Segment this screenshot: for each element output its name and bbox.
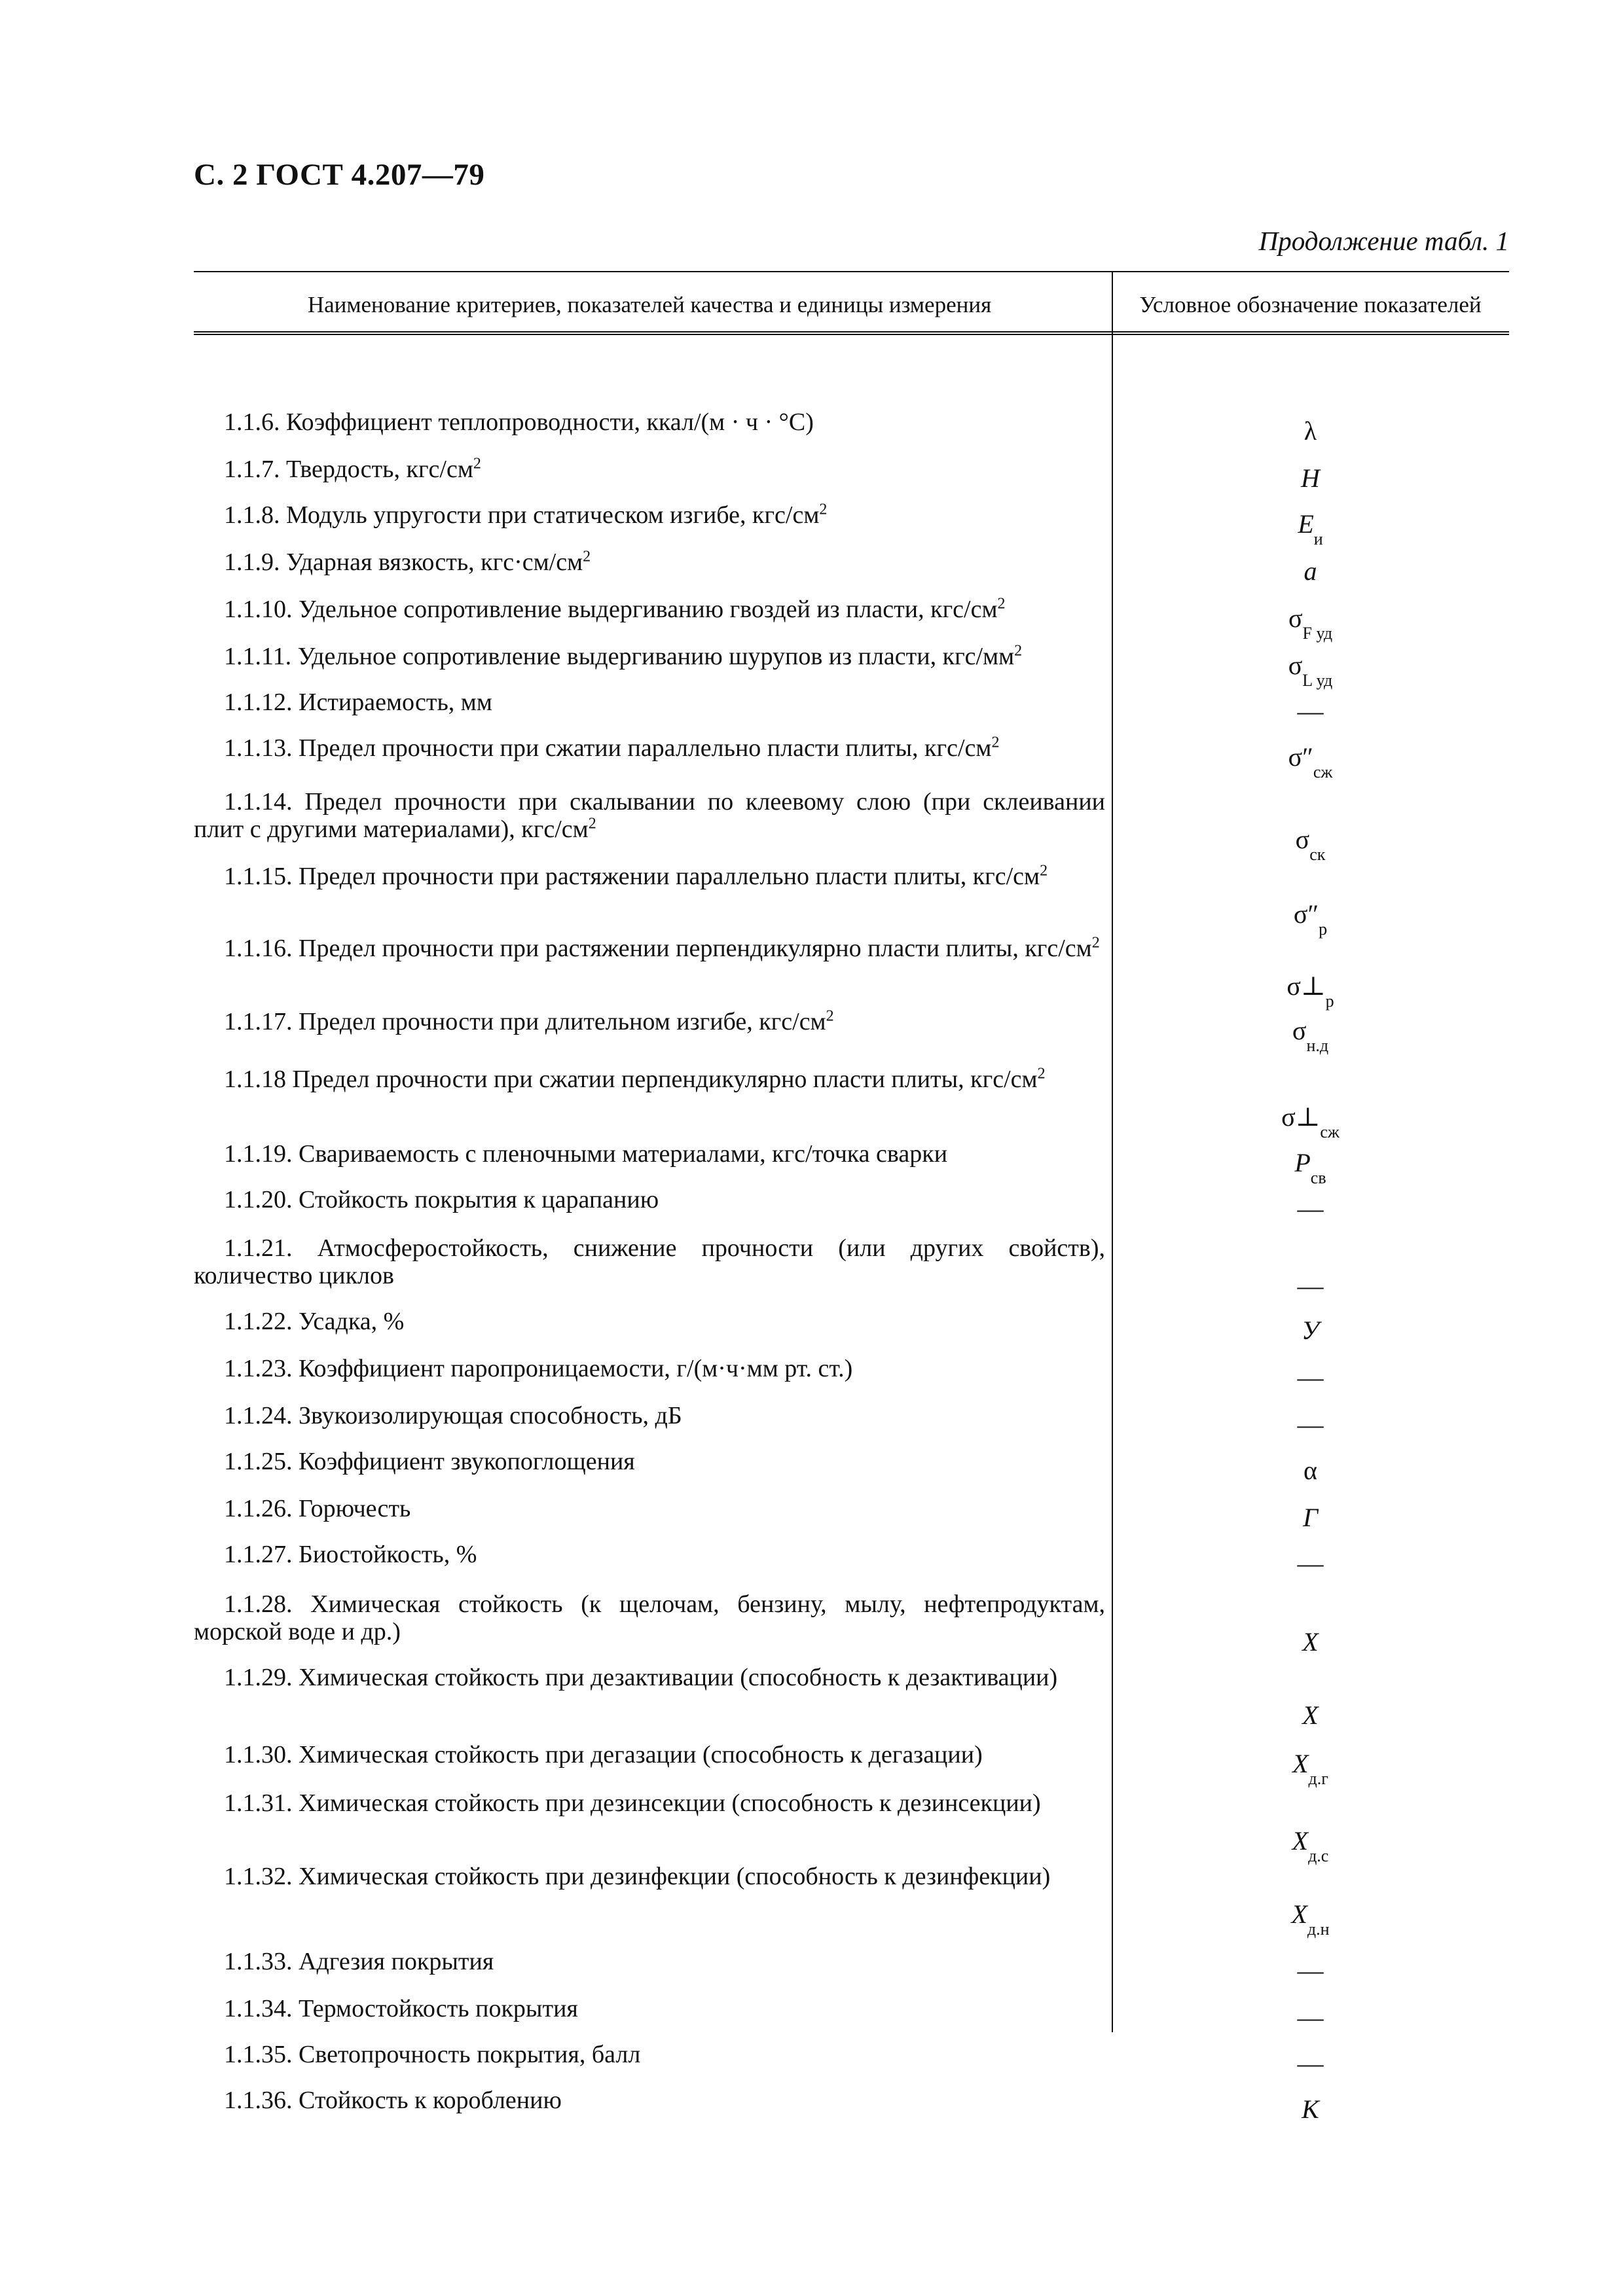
unit-exponent: 2 [1040, 862, 1048, 880]
indicator-symbol: X д.н [1291, 1899, 1330, 1939]
indicator-name-text: 1.1.34. Термостойкость покрытия [224, 1995, 578, 2022]
indicator-name [194, 734, 1112, 772]
indicator-symbol: E и [1298, 509, 1323, 548]
symbol-base: σ [1288, 603, 1303, 633]
indicator-symbol: σ н.д [1292, 1016, 1329, 1055]
indicator-name-text: 1.1.28. Химическая стойкость (к щелочам, бензину, мылу, нефтепродуктам, морской воде и др.) [194, 1590, 1105, 1645]
table-row [194, 2041, 1509, 2079]
table-row [194, 1186, 1509, 1224]
indicator-name [194, 1590, 1112, 1657]
column-header-name: Наименование критериев, показателей качества и единицы измерения [307, 292, 992, 317]
symbol-base: — [1297, 2003, 1324, 2032]
indicator-name [194, 1789, 1112, 1856]
table-row [194, 1448, 1509, 1486]
indicator-name [194, 1234, 1112, 1301]
table-continuation-label: Продолжение табл. 1 [1258, 226, 1509, 256]
indicator-name-text: 1.1.22. Усадка, % [224, 1308, 405, 1335]
indicator-name [194, 643, 1112, 681]
indicator-symbol: σ L уд [1288, 651, 1333, 690]
indicator-name-text: 1.1.36. Стойкость к короблению [224, 2087, 562, 2114]
table-row [194, 1995, 1509, 2033]
symbol-base: α [1304, 1456, 1317, 1485]
indicator-name-text: 1.1.20. Стойкость покрытия к царапанию [224, 1186, 659, 1213]
indicator-name [194, 501, 1112, 539]
table-row [194, 501, 1509, 548]
table-row [194, 1664, 1509, 1731]
indicator-name [194, 1863, 1112, 1929]
indicator-name [194, 1308, 1112, 1346]
indicator-name-text: 1.1.17. Предел прочности при длительном изгибе, кгс/см [224, 1008, 826, 1035]
indicator-symbol [1112, 1541, 1509, 1579]
indicator-symbol [1112, 1590, 1509, 1657]
indicator-name-text: 1.1.11. Удельное сопротивление выдергиванию шурупов из пласти, кгс/мм [224, 643, 1015, 670]
indicator-name [194, 1541, 1112, 1579]
indicator-name-text: 1.1.26. Горючесть [224, 1495, 411, 1522]
symbol-base: — [1297, 1271, 1324, 1300]
table-row [194, 1495, 1509, 1533]
symbol-base: У [1302, 1316, 1319, 1345]
indicator-name-text: 1.1.12. Истираемость, мм [224, 689, 492, 716]
symbol-base: K [1302, 2094, 1319, 2124]
indicator-name-text: 1.1.25. Коэффициент звукопоглощения [224, 1448, 635, 1475]
indicator-name-text: 1.1.15. Предел прочности при растяжении параллельно пласти плиты, кгс/см [224, 863, 1040, 890]
indicator-name-text: 1.1.32. Химическая стойкость при дезинфекции (способность к дезинфекции) [224, 1863, 1051, 1890]
unit-exponent: 2 [1037, 1065, 1046, 1083]
symbol-base: Г [1303, 1503, 1318, 1532]
symbol-base: a [1304, 556, 1317, 586]
table-row [194, 934, 1509, 1011]
unit-exponent: 2 [819, 501, 828, 518]
indicator-name [194, 2041, 1112, 2079]
symbol-base: P [1294, 1148, 1311, 1177]
indicator-name [194, 1186, 1112, 1224]
indicator-name-text: 1.1.19. Свариваемость с пленочными материалами, кгс/точка сварки [224, 1140, 948, 1168]
indicator-name [194, 1448, 1112, 1486]
table-row [194, 595, 1509, 643]
indicator-name [194, 1066, 1112, 1132]
indicator-symbol [1112, 548, 1509, 586]
table-row [194, 1863, 1509, 1939]
unit-exponent: 2 [991, 734, 1000, 751]
symbol-base: H [1301, 463, 1320, 493]
indicator-symbol [1112, 689, 1509, 726]
indicator-name-text: 1.1.8. Модуль упругости при статическом изгибе, кгс/см [224, 501, 820, 529]
indicator-name [194, 1355, 1112, 1393]
table-row [194, 862, 1509, 939]
indicator-name [194, 1495, 1112, 1533]
table-header [194, 271, 1509, 335]
symbol-base: X [1291, 1899, 1307, 1929]
symbol-base: — [1297, 1956, 1324, 1985]
indicator-symbol [1112, 1186, 1509, 1224]
indicator-symbol [1112, 1308, 1509, 1346]
indicator-symbol: σ ск [1295, 825, 1326, 864]
unit-exponent: 2 [1014, 642, 1023, 660]
table-row [194, 1590, 1509, 1657]
unit-exponent: 2 [826, 1007, 834, 1025]
indicator-name-text: 1.1.7. Твердость, кгс/см [224, 456, 473, 483]
page-header: С. 2 ГОСТ 4.207—79 [194, 158, 485, 192]
table-row [194, 1789, 1509, 1865]
indicator-name-text: 1.1.13. Предел прочности при сжатии параллельно пласти плиты, кгс/см [224, 734, 992, 762]
indicator-name-text: 1.1.30. Химическая стойкость при дегазации (способность к дегазации) [224, 1741, 983, 1768]
symbol-base: X [1292, 1826, 1309, 1856]
indicator-symbol [1112, 456, 1509, 493]
indicator-symbol [1112, 2087, 1509, 2125]
indicator-symbol [1112, 2041, 1509, 2079]
indicator-name [194, 1741, 1112, 1779]
symbol-base: λ [1304, 416, 1317, 446]
indicator-name [194, 408, 1112, 446]
unit-exponent: 2 [473, 455, 481, 473]
indicator-name [194, 548, 1112, 586]
table-row [194, 1065, 1509, 1141]
table-row [194, 689, 1509, 726]
indicator-name [194, 863, 1112, 929]
indicator-symbol [1112, 1234, 1509, 1301]
table-row [194, 456, 1509, 493]
indicator-name [194, 935, 1112, 1001]
symbol-base: σ″ [1288, 742, 1313, 772]
symbol-base: σ⊥ [1281, 1102, 1321, 1132]
symbol-base: σ [1295, 825, 1310, 854]
table-row [194, 1541, 1509, 1579]
table-row [194, 1741, 1509, 1788]
indicator-name-text: 1.1.9. Ударная вязкость, кгс·см/см [224, 548, 583, 576]
table-row [194, 1140, 1509, 1187]
table-row [194, 408, 1509, 446]
indicator-name [194, 596, 1112, 634]
indicator-name [194, 1008, 1112, 1046]
indicator-symbol: σ″ сж [1288, 742, 1333, 781]
indicator-name [194, 1140, 1112, 1178]
symbol-base: — [1297, 1549, 1324, 1578]
indicator-symbol [1112, 1355, 1509, 1393]
symbol-base: σ [1288, 651, 1303, 680]
indicator-name [194, 689, 1112, 726]
unit-exponent: 2 [583, 548, 591, 565]
symbol-base: — [1297, 696, 1324, 726]
table-row [194, 1308, 1509, 1346]
indicator-name-text: 1.1.10. Удельное сопротивление выдергиванию гвоздей из пласти, кгс/см [224, 596, 998, 623]
symbol-base: σ [1292, 1016, 1307, 1045]
indicator-name [194, 1402, 1112, 1440]
indicator-name-text: 1.1.14. Предел прочности при скалывании по клеевому слою (при склеивании плит с другими материалами), кгс/см [194, 788, 1105, 843]
indicator-name [194, 2087, 1112, 2125]
symbol-base: — [1297, 1410, 1324, 1439]
unit-exponent: 2 [997, 595, 1006, 613]
symbol-base: — [1297, 1363, 1324, 1392]
indicator-symbol: X д.г [1292, 1749, 1328, 1788]
indicator-symbol: X д.с [1292, 1826, 1329, 1865]
indicator-name-text: 1.1.16. Предел прочности при растяжении перпендикулярно пласти плиты, кгс/см [224, 935, 1092, 962]
table-row [194, 788, 1509, 864]
symbol-base: — [1297, 1194, 1324, 1223]
column-header-symbol: Условное обозначение показателей [1139, 292, 1482, 317]
indicator-name-text: 1.1.23. Коэффициент паропроницаемости, г/(м·ч·мм рт. ст.) [224, 1355, 853, 1382]
indicator-name [194, 1664, 1112, 1731]
indicator-symbol [1112, 1448, 1509, 1486]
indicator-name-text: 1.1.21. Атмосферостойкость, снижение прочности (или других свойств), количество циклов [194, 1234, 1105, 1289]
indicator-name-text: 1.1.27. Биостойкость, % [224, 1541, 477, 1568]
table-row [194, 1355, 1509, 1393]
indicator-name-text: 1.1.24. Звукоизолирующая способность, дБ [224, 1402, 682, 1429]
table-row [194, 548, 1509, 586]
table-row [194, 1948, 1509, 1986]
indicator-name [194, 788, 1112, 855]
indicator-symbol: σ⊥ сж [1281, 1102, 1340, 1141]
indicator-name [194, 1995, 1112, 2033]
indicator-name [194, 456, 1112, 493]
indicator-name-text: 1.1.29. Химическая стойкость при дезактивации (способность к дезактивации) [224, 1664, 1058, 1691]
indicator-name-text: 1.1.18 Предел прочности при сжатии перпендикулярно пласти плиты, кгс/см [224, 1066, 1038, 1093]
indicator-symbol: σ F уд [1288, 603, 1333, 643]
indicator-symbol [1112, 1948, 1509, 1986]
symbol-base: X [1292, 1749, 1309, 1778]
unit-exponent: 2 [1091, 934, 1100, 952]
symbol-base: σ″ [1293, 899, 1319, 929]
indicator-name [194, 1948, 1112, 1986]
symbol-base: X [1302, 1700, 1319, 1730]
indicator-name-text: 1.1.33. Адгезия покрытия [224, 1948, 494, 1975]
table-row [194, 1234, 1509, 1301]
table-row [194, 2087, 1509, 2125]
table-row [194, 642, 1509, 690]
indicator-symbol [1112, 1664, 1509, 1731]
table-row [194, 1007, 1509, 1055]
table-row [194, 734, 1509, 781]
indicator-name-text: 1.1.35. Светопрочность покрытия, балл [224, 2041, 641, 2068]
indicator-name-text: 1.1.6. Коэффициент теплопроводности, ккал/(м · ч · °С) [224, 408, 814, 436]
indicator-symbol [1112, 1402, 1509, 1440]
indicator-symbol [1112, 1995, 1509, 2033]
indicator-symbol: P св [1294, 1148, 1326, 1187]
symbol-base: σ⊥ [1286, 971, 1326, 1001]
indicator-symbol [1112, 1495, 1509, 1533]
symbol-base: X [1302, 1627, 1319, 1657]
table-row [194, 1402, 1509, 1440]
unit-exponent: 2 [588, 815, 596, 833]
symbol-base: — [1297, 2049, 1324, 2078]
symbol-base: E [1298, 509, 1314, 539]
indicator-symbol: σ″ р [1293, 899, 1328, 939]
indicator-symbol: σ⊥ р [1286, 971, 1334, 1011]
indicator-name-text: 1.1.31. Химическая стойкость при дезинсекции (способность к дезинсекции) [224, 1789, 1041, 1817]
indicator-symbol [1112, 408, 1509, 446]
